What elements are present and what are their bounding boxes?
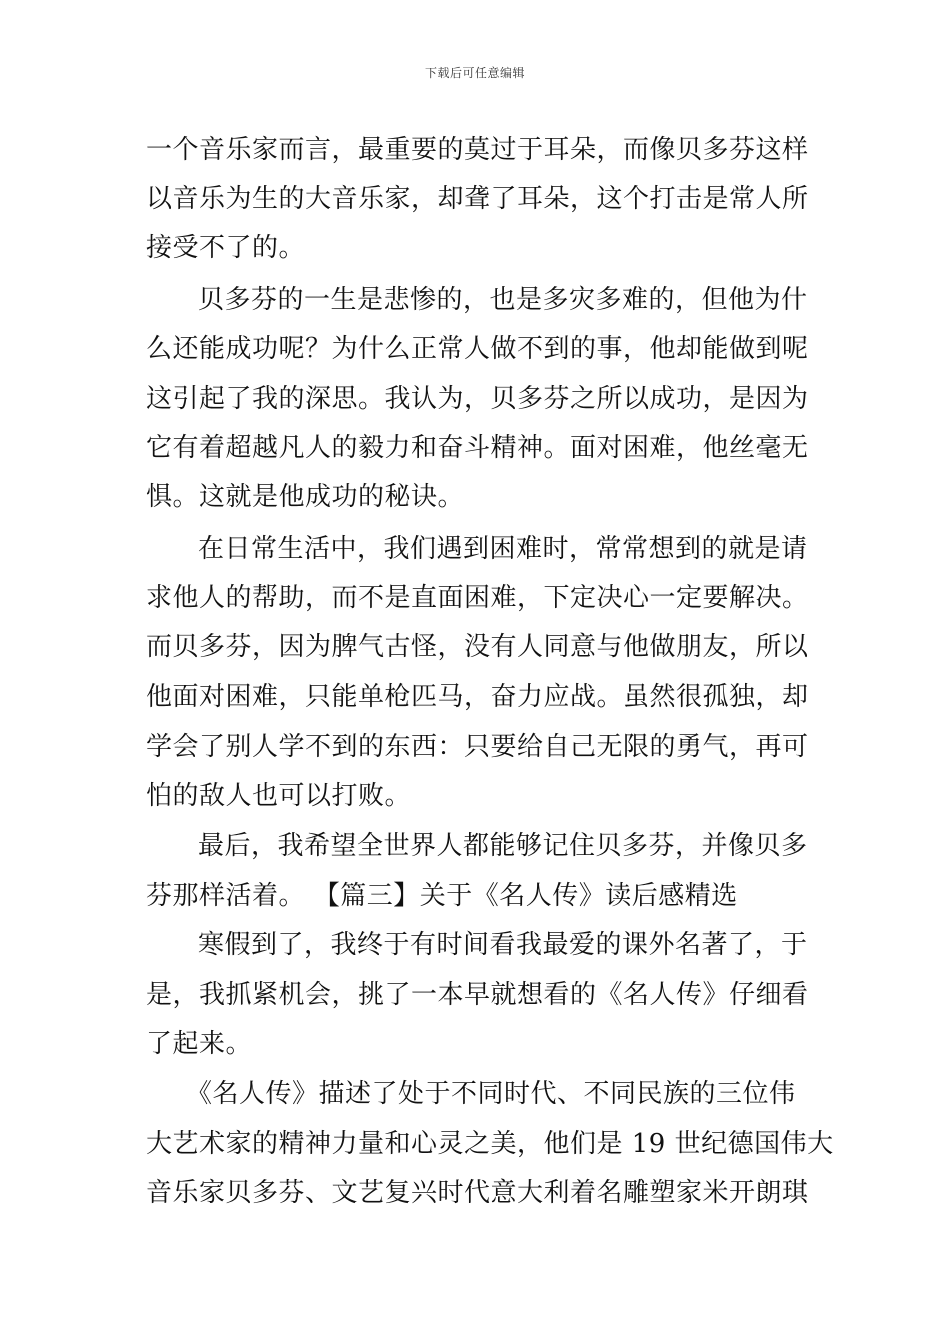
text-line: 了起来。 — [146, 1029, 253, 1059]
text-line: 贝多芬的一生是悲惨的，也是多灾多难的，但他为什 — [198, 285, 808, 315]
text-line: 它有着超越凡人的毅力和奋斗精神。面对困难，他丝毫无 — [146, 433, 809, 463]
text-line: 在日常生活中，我们遇到困难时，常常想到的就是请 — [198, 534, 808, 564]
text-line: 最后，我希望全世界人都能够记住贝多芬，并像贝多 — [198, 831, 808, 861]
text-line: 寒假到了，我终于有时间看我最爱的课外名著了，于 — [198, 930, 808, 960]
text-line: 《名人传》描述了处于不同时代、不同民族的三位伟 — [186, 1079, 796, 1109]
text-line: 惧。这就是他成功的秘诀。 — [146, 482, 465, 512]
text-line: 这引起了我的深思。我认为，贝多芬之所以成功，是因为 — [146, 384, 809, 414]
text-line: 学会了别人学不到的东西：只要给自己无限的勇气，再可 — [146, 732, 809, 762]
text-line: 接受不了的。 — [146, 233, 306, 263]
text-line: 么还能成功呢？为什么正常人做不到的事，他却能做到呢 — [146, 334, 809, 364]
page-header: 下载后可任意编辑 — [424, 66, 525, 80]
text-line: 是，我抓紧机会，挑了一本早就想看的《名人传》仔细看 — [146, 980, 809, 1010]
text-line: 大艺术家的精神力量和心灵之美，他们是 19 世纪德国伟大 — [146, 1129, 834, 1159]
text-line: 怕的敌人也可以打败。 — [146, 781, 412, 811]
text-line: 以音乐为生的大音乐家，却聋了耳朵，这个打击是常人所 — [146, 184, 809, 214]
text-line: 而贝多芬，因为脾气古怪，没有人同意与他做朋友，所以 — [146, 632, 809, 662]
text-line: 求他人的帮助，而不是直面困难，下定决心一定要解决。 — [146, 583, 809, 613]
text-line: 音乐家贝多芬、文艺复兴时代意大利着名雕塑家米开朗琪 — [146, 1178, 809, 1208]
text-line: 他面对困难，只能单枪匹马，奋力应战。虽然很孤独，却 — [146, 682, 809, 712]
text-line: 一个音乐家而言，最重要的莫过于耳朵，而像贝多芬这样 — [146, 135, 809, 165]
text-line: 芬那样活着。 【篇三】关于《名人传》读后感精选 — [146, 881, 738, 911]
